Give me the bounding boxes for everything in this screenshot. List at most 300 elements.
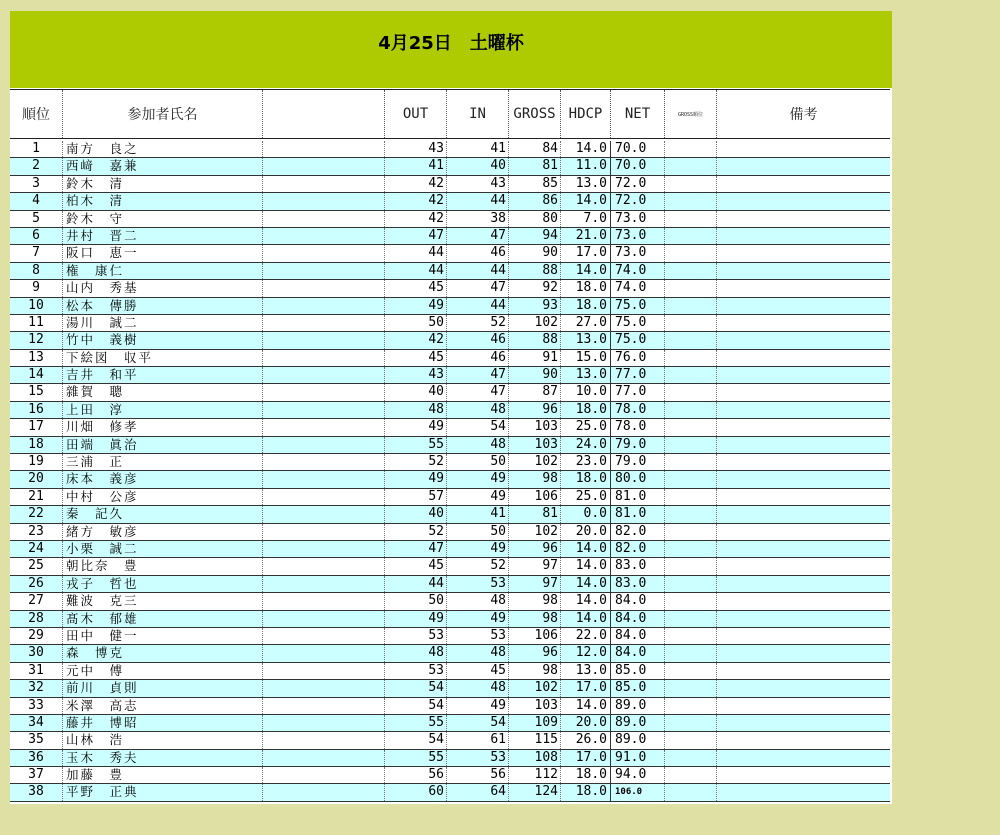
net-cell: 75.0 xyxy=(611,315,665,331)
out-cell: 54 xyxy=(385,680,447,696)
table-row xyxy=(10,454,890,471)
hdcp-cell: 13.0 xyxy=(561,332,611,348)
in-cell: 47 xyxy=(447,228,509,244)
note-cell xyxy=(717,193,890,209)
in-cell: 46 xyxy=(447,350,509,366)
gross-rank-cell xyxy=(665,350,717,366)
in-cell: 48 xyxy=(447,437,509,453)
gross-cell: 96 xyxy=(509,541,561,557)
name-cell: 前川 貞則 xyxy=(63,680,263,696)
gross-rank-cell xyxy=(665,367,717,383)
gross-rank-cell xyxy=(665,611,717,627)
gross-cell: 102 xyxy=(509,680,561,696)
header-in: IN xyxy=(447,90,509,138)
net-cell: 73.0 xyxy=(611,245,665,261)
rank-cell: 16 xyxy=(10,402,63,418)
header-out: OUT xyxy=(385,90,447,138)
name-cell: 松本 傳勝 xyxy=(63,298,263,314)
out-cell: 53 xyxy=(385,663,447,679)
out-cell: 44 xyxy=(385,245,447,261)
blank-cell xyxy=(263,558,385,574)
rank-cell: 6 xyxy=(10,228,63,244)
blank-cell xyxy=(263,611,385,627)
hdcp-cell: 15.0 xyxy=(561,350,611,366)
table-row xyxy=(10,680,890,697)
table-row xyxy=(10,158,890,175)
hdcp-cell: 18.0 xyxy=(561,298,611,314)
table-row xyxy=(10,263,890,280)
note-cell xyxy=(717,767,890,783)
table-row xyxy=(10,593,890,610)
blank-cell xyxy=(263,193,385,209)
name-cell: 玉木 秀夫 xyxy=(63,750,263,766)
blank-cell xyxy=(263,332,385,348)
note-cell xyxy=(717,141,890,157)
net-cell: 79.0 xyxy=(611,437,665,453)
name-cell: 下絵図 収平 xyxy=(63,350,263,366)
in-cell: 48 xyxy=(447,402,509,418)
gross-rank-cell xyxy=(665,645,717,661)
gross-rank-cell xyxy=(665,280,717,296)
rank-cell: 17 xyxy=(10,419,63,435)
in-cell: 52 xyxy=(447,558,509,574)
table-header xyxy=(10,89,890,139)
net-cell: 78.0 xyxy=(611,402,665,418)
hdcp-cell: 14.0 xyxy=(561,141,611,157)
title-bar xyxy=(10,11,892,88)
hdcp-cell: 18.0 xyxy=(561,402,611,418)
out-cell: 43 xyxy=(385,367,447,383)
hdcp-cell: 23.0 xyxy=(561,454,611,470)
blank-cell xyxy=(263,576,385,592)
name-cell: 鈴木 守 xyxy=(63,211,263,227)
hdcp-cell: 14.0 xyxy=(561,558,611,574)
hdcp-cell: 13.0 xyxy=(561,176,611,192)
note-cell xyxy=(717,750,890,766)
rank-cell: 10 xyxy=(10,298,63,314)
hdcp-cell: 18.0 xyxy=(561,471,611,487)
gross-cell: 91 xyxy=(509,350,561,366)
in-cell: 53 xyxy=(447,750,509,766)
in-cell: 45 xyxy=(447,663,509,679)
hdcp-cell: 7.0 xyxy=(561,211,611,227)
blank-cell xyxy=(263,784,385,800)
gross-rank-cell xyxy=(665,593,717,609)
hdcp-cell: 20.0 xyxy=(561,524,611,540)
note-cell xyxy=(717,663,890,679)
net-cell: 84.0 xyxy=(611,628,665,644)
note-cell xyxy=(717,576,890,592)
hdcp-cell: 13.0 xyxy=(561,663,611,679)
in-cell: 50 xyxy=(447,454,509,470)
table-row xyxy=(10,228,890,245)
rank-cell: 2 xyxy=(10,158,63,174)
gross-rank-cell xyxy=(665,315,717,331)
gross-rank-cell xyxy=(665,541,717,557)
net-cell: 94.0 xyxy=(611,767,665,783)
in-cell: 49 xyxy=(447,698,509,714)
hdcp-cell: 0.0 xyxy=(561,506,611,522)
out-cell: 49 xyxy=(385,471,447,487)
table-row xyxy=(10,384,890,401)
hdcp-cell: 24.0 xyxy=(561,437,611,453)
gross-rank-cell xyxy=(665,576,717,592)
gross-cell: 97 xyxy=(509,558,561,574)
hdcp-cell: 14.0 xyxy=(561,698,611,714)
gross-cell: 115 xyxy=(509,732,561,748)
out-cell: 55 xyxy=(385,715,447,731)
name-cell: 権 康仁 xyxy=(63,263,263,279)
table-row xyxy=(10,784,890,801)
in-cell: 48 xyxy=(447,593,509,609)
name-cell: 元中 傅 xyxy=(63,663,263,679)
out-cell: 52 xyxy=(385,524,447,540)
blank-cell xyxy=(263,732,385,748)
hdcp-cell: 17.0 xyxy=(561,750,611,766)
net-cell: 74.0 xyxy=(611,280,665,296)
blank-cell xyxy=(263,628,385,644)
in-cell: 47 xyxy=(447,384,509,400)
note-cell xyxy=(717,280,890,296)
rank-cell: 36 xyxy=(10,750,63,766)
net-cell: 74.0 xyxy=(611,263,665,279)
hdcp-cell: 11.0 xyxy=(561,158,611,174)
note-cell xyxy=(717,698,890,714)
out-cell: 44 xyxy=(385,263,447,279)
hdcp-cell: 18.0 xyxy=(561,767,611,783)
out-cell: 57 xyxy=(385,489,447,505)
rank-cell: 34 xyxy=(10,715,63,731)
out-cell: 43 xyxy=(385,141,447,157)
header-gross: GROSS xyxy=(509,90,561,138)
note-cell xyxy=(717,176,890,192)
gross-cell: 96 xyxy=(509,402,561,418)
name-cell: 田端 眞治 xyxy=(63,437,263,453)
out-cell: 50 xyxy=(385,315,447,331)
net-cell: 91.0 xyxy=(611,750,665,766)
out-cell: 50 xyxy=(385,593,447,609)
in-cell: 46 xyxy=(447,245,509,261)
gross-cell: 112 xyxy=(509,767,561,783)
gross-cell: 98 xyxy=(509,663,561,679)
in-cell: 49 xyxy=(447,489,509,505)
in-cell: 49 xyxy=(447,541,509,557)
in-cell: 41 xyxy=(447,506,509,522)
gross-cell: 106 xyxy=(509,628,561,644)
note-cell xyxy=(717,558,890,574)
rank-cell: 28 xyxy=(10,611,63,627)
table-row xyxy=(10,437,890,454)
gross-rank-cell xyxy=(665,454,717,470)
header-hdcp: HDCP xyxy=(561,90,611,138)
in-cell: 54 xyxy=(447,715,509,731)
table-row xyxy=(10,402,890,419)
out-cell: 48 xyxy=(385,402,447,418)
in-cell: 43 xyxy=(447,176,509,192)
gross-rank-cell xyxy=(665,228,717,244)
net-cell: 79.0 xyxy=(611,454,665,470)
note-cell xyxy=(717,506,890,522)
table-row xyxy=(10,576,890,593)
gross-cell: 103 xyxy=(509,419,561,435)
rank-cell: 7 xyxy=(10,245,63,261)
out-cell: 42 xyxy=(385,193,447,209)
hdcp-cell: 25.0 xyxy=(561,419,611,435)
header-rank: 順位 xyxy=(10,90,63,138)
note-cell xyxy=(717,211,890,227)
gross-cell: 90 xyxy=(509,367,561,383)
scoresheet xyxy=(10,11,892,804)
net-cell: 77.0 xyxy=(611,384,665,400)
gross-cell: 108 xyxy=(509,750,561,766)
note-cell xyxy=(717,680,890,696)
out-cell: 47 xyxy=(385,228,447,244)
note-cell xyxy=(717,611,890,627)
note-cell xyxy=(717,402,890,418)
gross-cell: 90 xyxy=(509,245,561,261)
table-row xyxy=(10,698,890,715)
out-cell: 60 xyxy=(385,784,447,800)
blank-cell xyxy=(263,211,385,227)
note-cell xyxy=(717,350,890,366)
blank-cell xyxy=(263,489,385,505)
net-cell: 89.0 xyxy=(611,715,665,731)
note-cell xyxy=(717,263,890,279)
table-row xyxy=(10,176,890,193)
blank-cell xyxy=(263,176,385,192)
blank-cell xyxy=(263,298,385,314)
table-row xyxy=(10,211,890,228)
rank-cell: 4 xyxy=(10,193,63,209)
name-cell: 上田 淳 xyxy=(63,402,263,418)
table-row xyxy=(10,628,890,645)
in-cell: 46 xyxy=(447,332,509,348)
in-cell: 44 xyxy=(447,263,509,279)
table-row xyxy=(10,750,890,767)
gross-rank-cell xyxy=(665,437,717,453)
rank-cell: 23 xyxy=(10,524,63,540)
note-cell xyxy=(717,228,890,244)
out-cell: 42 xyxy=(385,176,447,192)
net-cell: 85.0 xyxy=(611,680,665,696)
rank-cell: 18 xyxy=(10,437,63,453)
table-row xyxy=(10,280,890,297)
blank-cell xyxy=(263,141,385,157)
blank-cell xyxy=(263,715,385,731)
net-cell: 75.0 xyxy=(611,298,665,314)
name-cell: 藤井 博昭 xyxy=(63,715,263,731)
name-cell: 三浦 正 xyxy=(63,454,263,470)
table-row xyxy=(10,732,890,749)
net-cell: 85.0 xyxy=(611,663,665,679)
note-cell xyxy=(717,384,890,400)
note-cell xyxy=(717,245,890,261)
gross-cell: 92 xyxy=(509,280,561,296)
name-cell: 山内 秀基 xyxy=(63,280,263,296)
rank-cell: 22 xyxy=(10,506,63,522)
note-cell xyxy=(717,524,890,540)
gross-cell: 102 xyxy=(509,315,561,331)
name-cell: 緒方 敏彦 xyxy=(63,524,263,540)
hdcp-cell: 13.0 xyxy=(561,367,611,383)
net-cell: 106.0 xyxy=(611,784,665,800)
hdcp-cell: 22.0 xyxy=(561,628,611,644)
name-cell: 柏木 清 xyxy=(63,193,263,209)
gross-rank-cell xyxy=(665,211,717,227)
in-cell: 49 xyxy=(447,611,509,627)
table-row xyxy=(10,315,890,332)
gross-rank-cell xyxy=(665,489,717,505)
gross-cell: 80 xyxy=(509,211,561,227)
table-row xyxy=(10,663,890,680)
gross-rank-cell xyxy=(665,141,717,157)
blank-cell xyxy=(263,315,385,331)
gross-cell: 98 xyxy=(509,593,561,609)
hdcp-cell: 14.0 xyxy=(561,193,611,209)
gross-rank-cell xyxy=(665,402,717,418)
note-cell xyxy=(717,732,890,748)
net-cell: 84.0 xyxy=(611,593,665,609)
note-cell xyxy=(717,593,890,609)
rank-cell: 37 xyxy=(10,767,63,783)
name-cell: 田中 健一 xyxy=(63,628,263,644)
net-cell: 76.0 xyxy=(611,350,665,366)
in-cell: 56 xyxy=(447,767,509,783)
blank-cell xyxy=(263,750,385,766)
blank-cell xyxy=(263,419,385,435)
note-cell xyxy=(717,471,890,487)
net-cell: 75.0 xyxy=(611,332,665,348)
note-cell xyxy=(717,367,890,383)
gross-cell: 96 xyxy=(509,645,561,661)
gross-rank-cell xyxy=(665,628,717,644)
table-row xyxy=(10,350,890,367)
out-cell: 52 xyxy=(385,454,447,470)
gross-cell: 124 xyxy=(509,784,561,800)
net-cell: 78.0 xyxy=(611,419,665,435)
note-cell xyxy=(717,784,890,800)
out-cell: 49 xyxy=(385,298,447,314)
out-cell: 53 xyxy=(385,628,447,644)
gross-cell: 84 xyxy=(509,141,561,157)
in-cell: 48 xyxy=(447,645,509,661)
hdcp-cell: 14.0 xyxy=(561,263,611,279)
in-cell: 47 xyxy=(447,367,509,383)
gross-cell: 85 xyxy=(509,176,561,192)
blank-cell xyxy=(263,541,385,557)
note-cell xyxy=(717,454,890,470)
in-cell: 61 xyxy=(447,732,509,748)
in-cell: 52 xyxy=(447,315,509,331)
hdcp-cell: 14.0 xyxy=(561,611,611,627)
blank-cell xyxy=(263,280,385,296)
rank-cell: 14 xyxy=(10,367,63,383)
rank-cell: 9 xyxy=(10,280,63,296)
rank-cell: 30 xyxy=(10,645,63,661)
out-cell: 48 xyxy=(385,645,447,661)
gross-cell: 106 xyxy=(509,489,561,505)
gross-cell: 81 xyxy=(509,506,561,522)
name-cell: 雜賀 聰 xyxy=(63,384,263,400)
name-cell: 森 博克 xyxy=(63,645,263,661)
gross-cell: 87 xyxy=(509,384,561,400)
out-cell: 56 xyxy=(385,767,447,783)
blank-cell xyxy=(263,645,385,661)
gross-rank-cell xyxy=(665,263,717,279)
table-row xyxy=(10,419,890,436)
name-cell: 小栗 誠二 xyxy=(63,541,263,557)
note-cell xyxy=(717,298,890,314)
rank-cell: 3 xyxy=(10,176,63,192)
table-row xyxy=(10,245,890,262)
out-cell: 49 xyxy=(385,611,447,627)
net-cell: 72.0 xyxy=(611,193,665,209)
net-cell: 81.0 xyxy=(611,506,665,522)
table-row xyxy=(10,298,890,315)
in-cell: 44 xyxy=(447,193,509,209)
gross-cell: 103 xyxy=(509,437,561,453)
blank-cell xyxy=(263,384,385,400)
table-row xyxy=(10,367,890,384)
gross-cell: 98 xyxy=(509,611,561,627)
hdcp-cell: 14.0 xyxy=(561,576,611,592)
in-cell: 38 xyxy=(447,211,509,227)
name-cell: 吉井 和平 xyxy=(63,367,263,383)
name-cell: 秦 記久 xyxy=(63,506,263,522)
net-cell: 81.0 xyxy=(611,489,665,505)
in-cell: 41 xyxy=(447,141,509,157)
net-cell: 89.0 xyxy=(611,698,665,714)
results-table-body xyxy=(10,141,890,802)
blank-cell xyxy=(263,402,385,418)
gross-rank-cell xyxy=(665,193,717,209)
hdcp-cell: 14.0 xyxy=(561,593,611,609)
rank-cell: 33 xyxy=(10,698,63,714)
name-cell: 西﨑 嘉兼 xyxy=(63,158,263,174)
gross-cell: 93 xyxy=(509,298,561,314)
blank-cell xyxy=(263,263,385,279)
rank-cell: 1 xyxy=(10,141,63,157)
blank-cell xyxy=(263,767,385,783)
table-row xyxy=(10,524,890,541)
blank-cell xyxy=(263,471,385,487)
blank-cell xyxy=(263,437,385,453)
out-cell: 40 xyxy=(385,506,447,522)
rank-cell: 24 xyxy=(10,541,63,557)
note-cell xyxy=(717,437,890,453)
gross-rank-cell xyxy=(665,524,717,540)
blank-cell xyxy=(263,158,385,174)
out-cell: 49 xyxy=(385,419,447,435)
rank-cell: 5 xyxy=(10,211,63,227)
blank-cell xyxy=(263,367,385,383)
table-row xyxy=(10,611,890,628)
name-cell: 平野 正典 xyxy=(63,784,263,800)
hdcp-cell: 17.0 xyxy=(561,680,611,696)
name-cell: 阪口 恵一 xyxy=(63,245,263,261)
blank-cell xyxy=(263,593,385,609)
net-cell: 73.0 xyxy=(611,228,665,244)
name-cell: 南方 良之 xyxy=(63,141,263,157)
out-cell: 47 xyxy=(385,541,447,557)
gross-rank-cell xyxy=(665,750,717,766)
name-cell: 竹中 義樹 xyxy=(63,332,263,348)
blank-cell xyxy=(263,663,385,679)
note-cell xyxy=(717,489,890,505)
in-cell: 53 xyxy=(447,628,509,644)
gross-rank-cell xyxy=(665,767,717,783)
out-cell: 55 xyxy=(385,437,447,453)
